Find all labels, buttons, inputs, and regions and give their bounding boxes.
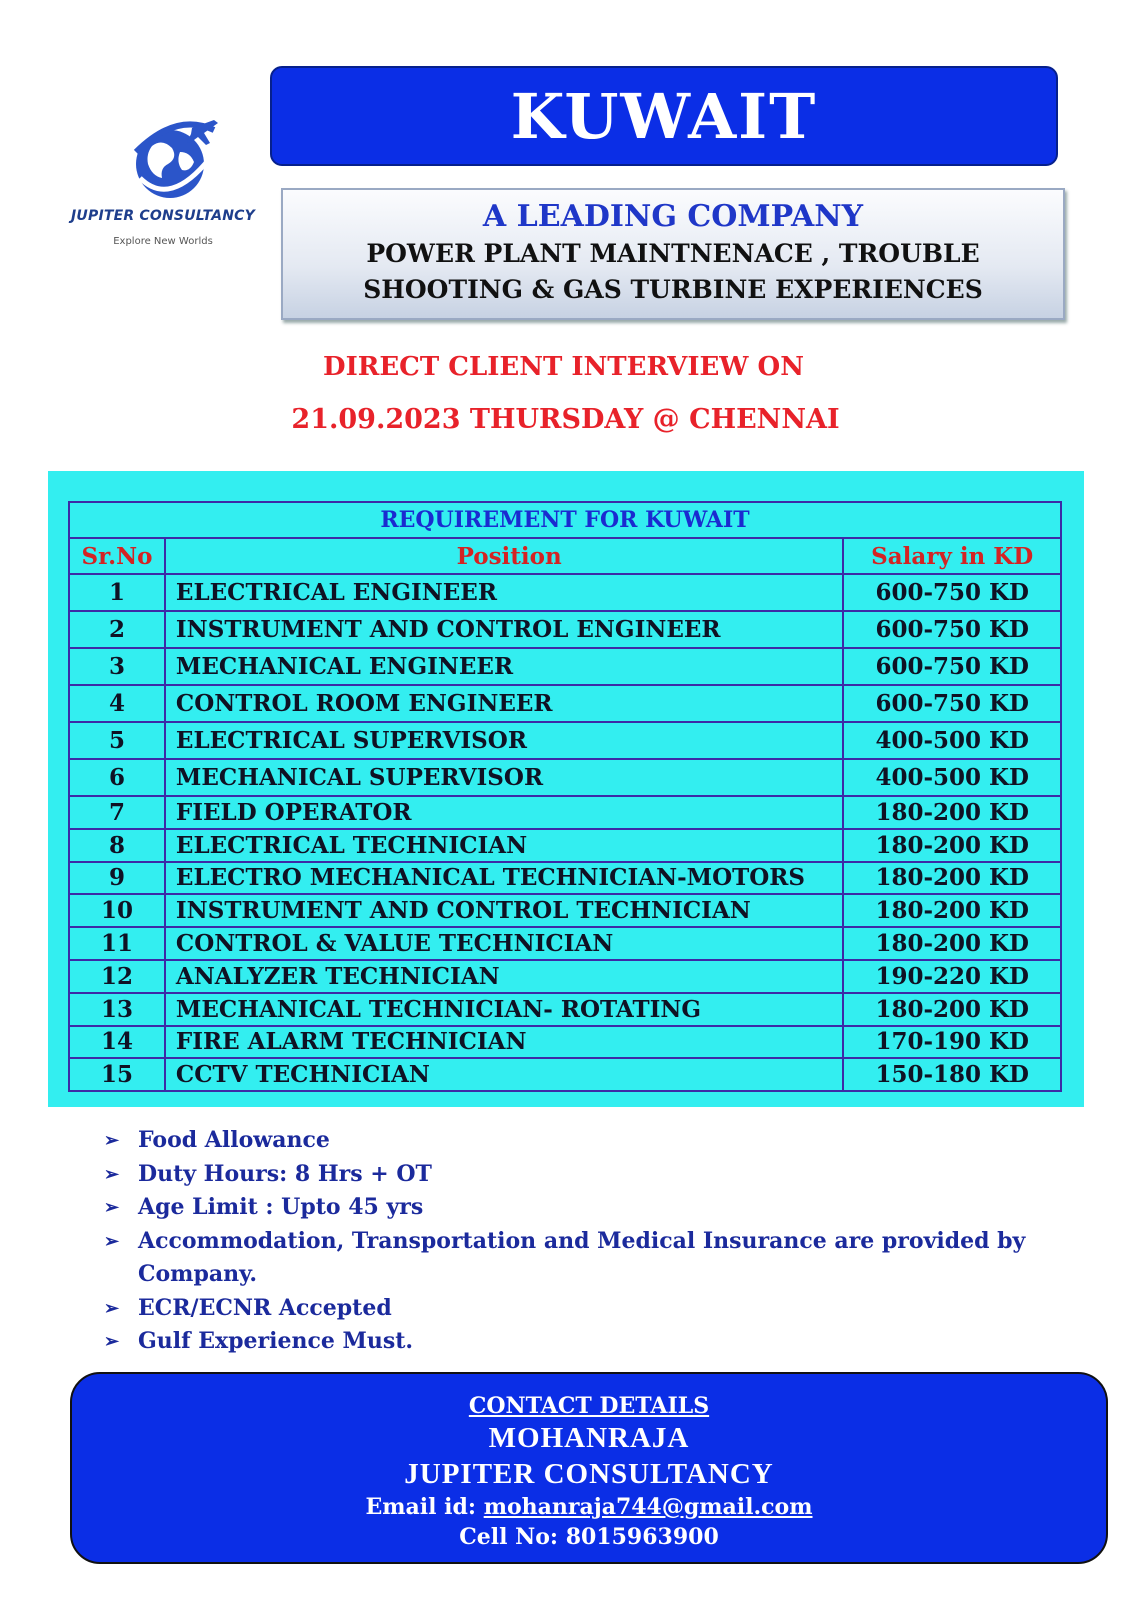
table-body — [69, 574, 1061, 1091]
cell-position: FIELD OPERATOR — [165, 796, 843, 829]
cell-position: ELECTRO MECHANICAL TECHNICIAN-MOTORS — [165, 862, 843, 895]
cell-position: CCTV TECHNICIAN — [165, 1058, 843, 1091]
arrow-bullet-icon: ➢ — [104, 1230, 120, 1252]
cell-position: CONTROL & VALUE TECHNICIAN — [165, 927, 843, 960]
cell-sr-no: 6 — [69, 759, 165, 796]
cell-salary: 180-200 KD — [843, 894, 1061, 927]
benefit-item — [104, 1191, 1074, 1225]
cell-sr-no: 4 — [69, 685, 165, 722]
arrow-bullet-icon: ➢ — [104, 1163, 120, 1185]
table-row — [69, 927, 1061, 960]
contact-cell-line — [72, 1522, 1106, 1552]
logo-tagline: Explore New Worlds — [113, 236, 213, 247]
requirement-table — [68, 501, 1062, 1092]
requirement-panel — [48, 471, 1084, 1107]
table-row — [69, 993, 1061, 1026]
header-sr-no: Sr.No — [69, 538, 165, 574]
cell-position: ELECTRICAL ENGINEER — [165, 574, 843, 611]
cell-sr-no: 10 — [69, 894, 165, 927]
email-link[interactable]: mohanraja744@gmail.com — [483, 1494, 813, 1520]
company-description-box — [281, 188, 1065, 320]
cell-position: MECHANICAL ENGINEER — [165, 648, 843, 685]
contact-company: JUPITER CONSULTANCY — [404, 1458, 774, 1490]
table-row — [69, 1058, 1061, 1091]
header-position: Position — [165, 538, 843, 574]
table-row — [69, 574, 1061, 611]
arrow-bullet-icon: ➢ — [104, 1331, 120, 1352]
country-banner — [270, 66, 1058, 166]
benefit-text: Accommodation, Transportation and Medical Insurance are provided by Company. — [138, 1227, 1026, 1287]
cell-sr-no: 5 — [69, 722, 165, 759]
cell-position: MECHANICAL SUPERVISOR — [165, 759, 843, 796]
cell-number: 8015963900 — [565, 1524, 719, 1550]
cell-sr-no: 1 — [69, 574, 165, 611]
cell-sr-no: 8 — [69, 829, 165, 862]
cell-sr-no: 15 — [69, 1058, 165, 1091]
benefit-item — [104, 1124, 1074, 1158]
interview-date-location: 21.09.2023 THURSDAY @ CHENNAI — [291, 404, 840, 435]
cell-sr-no: 13 — [69, 993, 165, 1026]
table-row — [69, 759, 1061, 796]
cell-position: ELECTRICAL TECHNICIAN — [165, 829, 843, 862]
arrow-bullet-icon: ➢ — [104, 1197, 120, 1218]
cell-salary: 190-220 KD — [843, 960, 1061, 993]
cell-sr-no: 12 — [69, 960, 165, 993]
contact-email-line — [72, 1492, 1106, 1522]
cell-salary: 180-200 KD — [843, 927, 1061, 960]
cell-label: Cell No: — [459, 1524, 559, 1550]
cell-salary: 150-180 KD — [843, 1058, 1061, 1091]
benefit-item — [104, 1225, 1074, 1292]
cell-position: ANALYZER TECHNICIAN — [165, 960, 843, 993]
company-logo — [58, 108, 268, 258]
arrow-bullet-icon: ➢ — [104, 1297, 120, 1319]
cell-sr-no: 9 — [69, 862, 165, 895]
cell-salary: 600-750 KD — [843, 611, 1061, 648]
table-row — [69, 722, 1061, 759]
company-subtitle-line2: SHOOTING & GAS TURBINE EXPERIENCES — [363, 275, 983, 304]
cell-salary: 400-500 KD — [843, 759, 1061, 796]
header-salary: Salary in KD — [843, 538, 1061, 574]
cell-sr-no: 11 — [69, 927, 165, 960]
cell-sr-no: 7 — [69, 796, 165, 829]
benefit-item — [104, 1158, 1074, 1192]
cell-position: MECHANICAL TECHNICIAN- ROTATING — [165, 993, 843, 1026]
country-title: KUWAIT — [510, 79, 818, 153]
contact-heading: CONTACT DETAILS — [468, 1393, 710, 1419]
benefit-text: Age Limit : Upto 45 yrs — [138, 1194, 424, 1220]
cell-sr-no: 3 — [69, 648, 165, 685]
cell-salary: 180-200 KD — [843, 796, 1061, 829]
table-row — [69, 648, 1061, 685]
table-row — [69, 862, 1061, 895]
cell-position: ELECTRICAL SUPERVISOR — [165, 722, 843, 759]
cell-salary: 600-750 KD — [843, 574, 1061, 611]
cell-salary: 170-190 KD — [843, 1026, 1061, 1059]
table-row — [69, 685, 1061, 722]
company-title: A LEADING COMPANY — [482, 199, 864, 234]
benefit-text: Gulf Experience Must. — [138, 1328, 414, 1354]
table-title: REQUIREMENT FOR KUWAIT — [69, 502, 1061, 538]
benefit-text: Duty Hours: 8 Hrs + OT — [138, 1160, 432, 1187]
table-row — [69, 894, 1061, 927]
cell-salary: 600-750 KD — [843, 648, 1061, 685]
cell-position: CONTROL ROOM ENGINEER — [165, 685, 843, 722]
arrow-bullet-icon: ➢ — [104, 1130, 120, 1151]
benefit-item — [104, 1325, 1074, 1359]
benefit-text: Food Allowance — [138, 1127, 330, 1153]
cell-salary: 180-200 KD — [843, 829, 1061, 862]
contact-box — [70, 1372, 1108, 1564]
cell-salary: 400-500 KD — [843, 722, 1061, 759]
cell-sr-no: 14 — [69, 1026, 165, 1059]
benefit-text: ECR/ECNR Accepted — [138, 1294, 392, 1321]
cell-position: INSTRUMENT AND CONTROL TECHNICIAN — [165, 894, 843, 927]
benefits-list — [104, 1124, 1074, 1359]
email-label: Email id: — [365, 1494, 477, 1520]
table-row — [69, 960, 1061, 993]
table-row — [69, 1026, 1061, 1059]
table-row — [69, 611, 1061, 648]
globe-plane-icon — [122, 108, 222, 208]
benefit-item — [104, 1292, 1074, 1326]
cell-salary: 180-200 KD — [843, 862, 1061, 895]
logo-name: JUPITER CONSULTANCY — [71, 208, 255, 224]
company-subtitle-line1: POWER PLANT MAINTNENACE , TROUBLE — [366, 239, 980, 268]
table-row — [69, 829, 1061, 862]
cell-salary: 600-750 KD — [843, 685, 1061, 722]
cell-sr-no: 2 — [69, 611, 165, 648]
interview-heading: DIRECT CLIENT INTERVIEW ON — [323, 352, 804, 382]
contact-name: MOHANRAJA — [488, 1422, 690, 1454]
company-subtitle — [283, 236, 1063, 308]
cell-position: FIRE ALARM TECHNICIAN — [165, 1026, 843, 1059]
cell-position: INSTRUMENT AND CONTROL ENGINEER — [165, 611, 843, 648]
table-row — [69, 796, 1061, 829]
cell-salary: 180-200 KD — [843, 993, 1061, 1026]
